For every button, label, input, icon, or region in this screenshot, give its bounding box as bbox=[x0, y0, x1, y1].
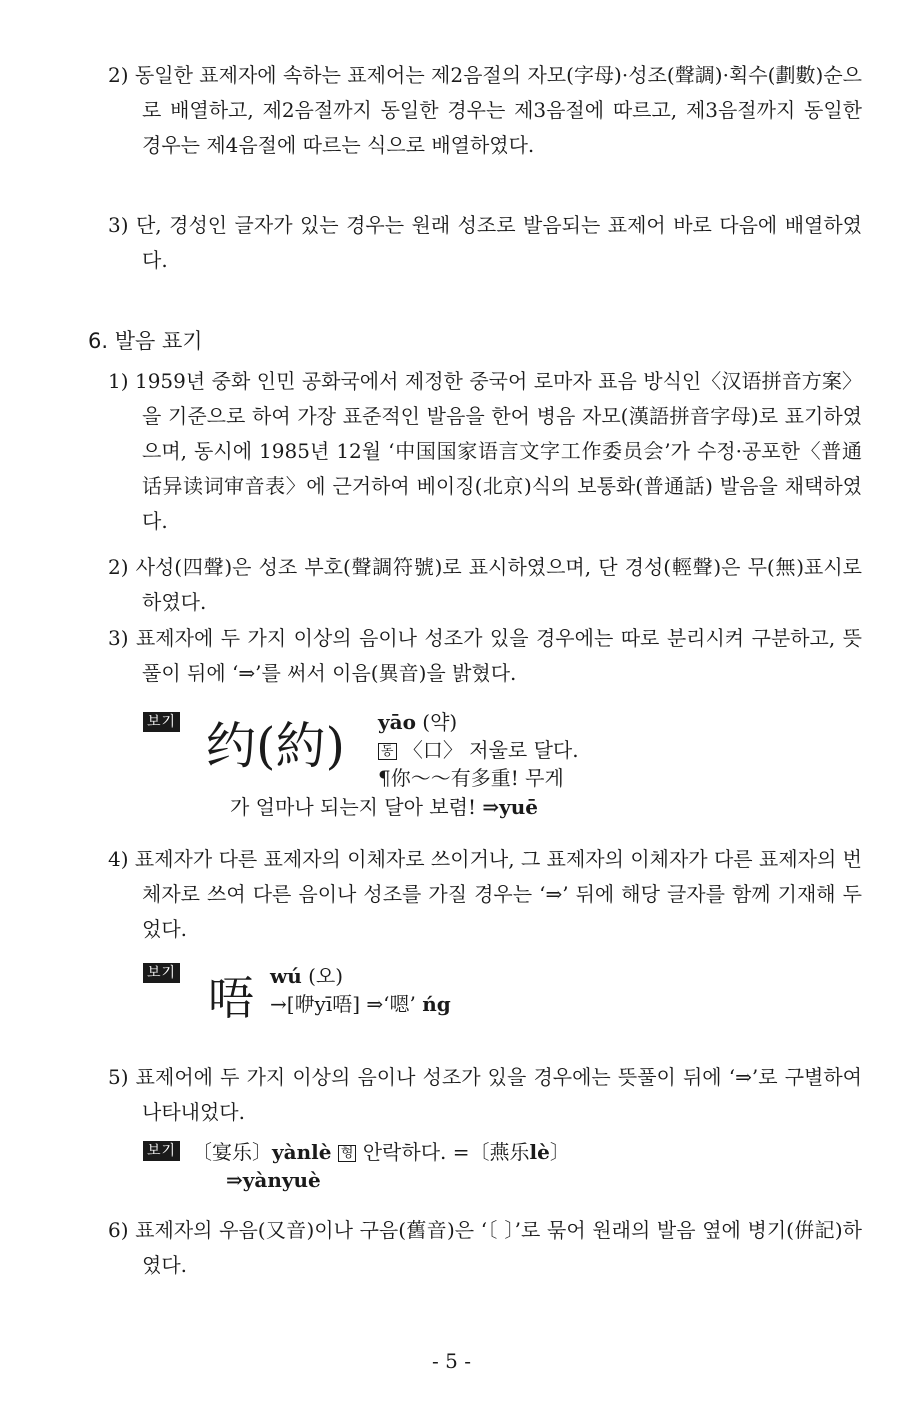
example2-headword: 唔 bbox=[208, 971, 254, 1025]
example1-alt: ⇒yuē bbox=[482, 795, 539, 819]
example2-alt-pinyin: ńg bbox=[422, 992, 451, 1016]
example1-gloss: 저울로 달다. bbox=[469, 738, 579, 762]
example2-reading: (오) bbox=[308, 964, 344, 988]
example3-eq-close: 〕 bbox=[549, 1140, 570, 1164]
example3-alt: ⇒yànyuè bbox=[226, 1168, 321, 1192]
example1-tag: 〈口〉 bbox=[402, 738, 463, 762]
example-label: 보기 bbox=[143, 963, 180, 983]
example1-sentence2: 가 얼마나 되는지 달아 보렴! bbox=[230, 795, 476, 819]
example2-line1 bbox=[270, 962, 343, 990]
example3-gloss: 안락하다. bbox=[362, 1140, 447, 1164]
example2-ref: →[咿yī唔] ⇒‘嗯’ bbox=[270, 992, 416, 1016]
section6-item-5: 5) 표제어에 두 가지 이상의 음이나 성조가 있을 경우에는 뜻풀이 뒤에 ‘⇒’로 구별하여 나타내었다. bbox=[108, 1065, 862, 1124]
example1-line1 bbox=[378, 708, 457, 736]
section-heading: 6. 발음 표기 bbox=[88, 329, 203, 353]
example1-line2 bbox=[378, 736, 579, 764]
example3-eq-pinyin: lè bbox=[529, 1140, 550, 1164]
example2-line2 bbox=[270, 990, 451, 1018]
section6-item-4: 4) 표제자가 다른 표제자의 이체자로 쓰이거나, 그 표제자의 이체자가 다른 표제자의 번체자로 쓰여 다른 음이나 성조를 가질 경우는 ‘⇒’ 뒤에 해당 글자를 함께 기재해 두었다. bbox=[108, 847, 862, 941]
example1-headword: 约(約) bbox=[206, 717, 346, 775]
section6-item-2: 2) 사성(四聲)은 성조 부호(聲調符號)로 표시하였으며, 단 경성(輕聲)은 무(無)표시로 하였다. bbox=[108, 555, 862, 614]
example3-pinyin: yànlè bbox=[272, 1140, 332, 1164]
example3-line1 bbox=[192, 1138, 570, 1166]
example1-pinyin: yāo bbox=[378, 710, 416, 734]
example1-reading: (약) bbox=[422, 710, 458, 734]
example2-pinyin: wú bbox=[270, 964, 302, 988]
section6-item-6: 6) 표제자의 우음(又音)이나 구음(舊音)은 ‘〔 〕’로 묶어 원래의 발음 옆에 병기(倂記)하였다. bbox=[108, 1218, 862, 1277]
list-item-3: 3) 단, 경성인 글자가 있는 경우는 원래 성조로 발음되는 표제어 바로 다음에 배열하였다. bbox=[108, 213, 862, 272]
section6-item-1: 1) 1959년 중화 인민 공화국에서 제정한 중국어 로마자 표음 방식인〈汉语拼音方案〉을 기준으로 하여 가장 표준적인 발음을 한어 병음 자모(漢語拼音字母)로 표기하였으며, 동시에 1985년 12월 ‘中国国家语言文字工作委员会’가 수정·공포한〈普通话异读词审音表〉에 근거하여 베이징(北京)식의 보통화(普通話) 발음을 채택하였다. bbox=[108, 369, 862, 533]
section6-item-3: 3) 표제자에 두 가지 이상의 음이나 성조가 있을 경우에는 따로 분리시켜 구분하고, 뜻풀이 뒤에 ‘⇒’를 써서 이음(異音)을 밝혔다. bbox=[108, 626, 862, 685]
list-item-2: 2) 동일한 표제자에 속하는 표제어는 제2음절의 자모(字母)·성조(聲調)·획수(劃數)순으로 배열하고, 제2음절까지 동일한 경우는 제3음절에 따르고, 제3음절까지 동일한 경우는 제4음절에 따르는 식으로 배열하였다. bbox=[108, 63, 862, 157]
adjective-badge: 형 bbox=[338, 1145, 357, 1162]
page-number: - 5 - bbox=[432, 1349, 471, 1373]
verb-badge: 동 bbox=[378, 743, 397, 760]
example1-line4 bbox=[230, 793, 538, 821]
example3-eq: =〔燕乐 bbox=[452, 1140, 530, 1164]
example-label: 보기 bbox=[143, 712, 180, 732]
example-label: 보기 bbox=[143, 1141, 180, 1161]
example3-hanzi: 〔宴乐〕 bbox=[192, 1140, 272, 1164]
example1-sentence: ¶你～～有多重! 무게 bbox=[378, 766, 564, 790]
